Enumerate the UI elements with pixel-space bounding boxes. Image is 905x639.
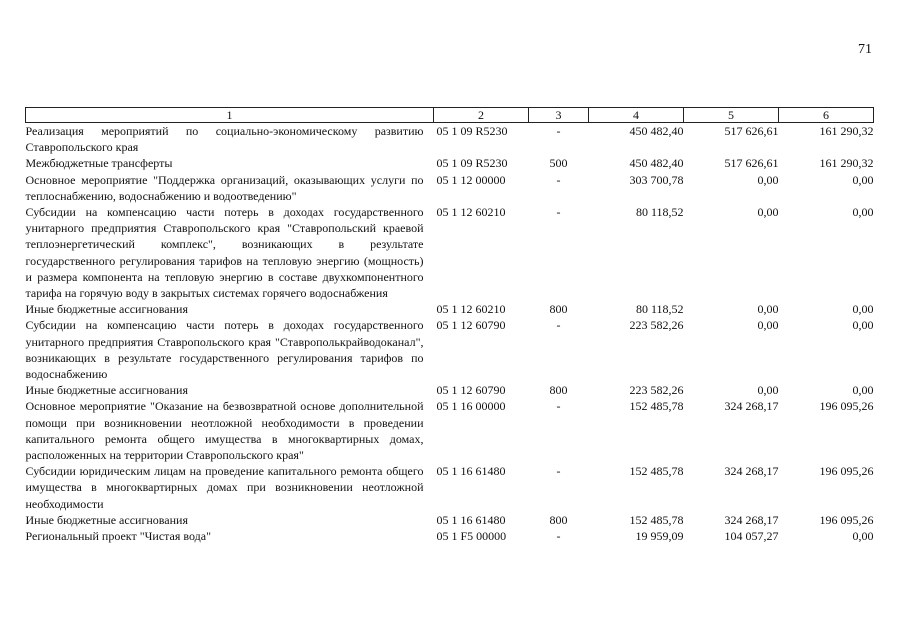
- table-row: [26, 528, 874, 544]
- row-code-cell: 05 1 12 60790: [436, 318, 506, 333]
- column-header: 5: [684, 108, 779, 123]
- row-value-1-cell: 80 118,52: [635, 205, 684, 220]
- row-code-cell: 05 1 16 00000: [436, 399, 506, 414]
- row-name-cell: Основное мероприятие "Поддержка организаций, оказывающих услуги по теплоснабжению, водоснабжению и водоотведению": [25, 172, 424, 203]
- column-header: 6: [779, 108, 874, 123]
- row-code-cell: 05 1 09 R5230: [436, 124, 508, 138]
- row-value-2-cell: 324 268,17: [724, 399, 779, 414]
- row-expense-type-cell: -: [556, 124, 561, 138]
- row-code-cell: 05 1 09 R5230: [436, 156, 508, 171]
- row-value-3-cell: 161 290,32: [819, 124, 874, 138]
- row-value-2-cell: 517 626,61: [724, 156, 779, 171]
- row-expense-type-cell: 800: [549, 383, 568, 398]
- row-value-1-cell: 152 485,78: [629, 512, 684, 527]
- table-row: [26, 512, 874, 528]
- row-value-3-cell: 0,00: [852, 529, 874, 544]
- row-value-1-cell: 223 582,26: [629, 383, 684, 398]
- row-name-cell: Субсидии на компенсацию части потерь в доходах государственного унитарного предприятия Ставропольского края "Ставрополькрайводоканал", возникающих в результате государственного регулирования тарифов по водоснабжению: [25, 318, 424, 382]
- row-value-1-cell: 80 118,52: [635, 302, 684, 317]
- row-code-cell: 05 1 F5 00000: [436, 529, 507, 544]
- row-value-3-cell: 196 095,26: [819, 464, 874, 479]
- table-row: [26, 317, 874, 382]
- row-expense-type-cell: -: [556, 318, 561, 333]
- row-value-2-cell: 0,00: [757, 205, 779, 220]
- row-value-3-cell: 0,00: [852, 383, 874, 398]
- row-value-1-cell: 450 482,40: [629, 124, 684, 138]
- page-number: 71: [858, 42, 872, 57]
- row-value-1-cell: 152 485,78: [629, 464, 684, 479]
- row-value-2-cell: 0,00: [757, 302, 779, 317]
- row-value-2-cell: 517 626,61: [724, 124, 779, 138]
- table-row: [26, 301, 874, 317]
- row-value-2-cell: 0,00: [757, 383, 779, 398]
- row-value-3-cell: 0,00: [852, 172, 874, 187]
- row-name-cell: Реализация мероприятий по социально-экономическому развитию Ставропольского края: [25, 124, 424, 155]
- row-name-cell: Межбюджетные трансферты: [25, 156, 173, 171]
- row-value-1-cell: 19 959,09: [635, 529, 684, 544]
- row-value-1-cell: 450 482,40: [629, 156, 684, 171]
- row-expense-type-cell: -: [556, 205, 561, 220]
- table-row: [26, 463, 874, 512]
- table-row: [26, 123, 874, 156]
- row-value-3-cell: 0,00: [852, 318, 874, 333]
- row-name-cell: Субсидии на компенсацию части потерь в доходах государственного унитарного предприятия Ставропольского края "Ставропольский краевой теплоэнергетический комплекс", возникающих в результате государственного регулирования тарифов на тепловую энергию (мощность) и размера компонента на тепловую энергию в составе двухкомпонентного тарифа на горячую воду в закрытых системах горячего водоснабжения: [25, 205, 424, 301]
- column-header: 4: [589, 108, 684, 123]
- row-name-cell: Основное мероприятие "Оказание на безвозвратной основе дополнительной помощи при возникновении неотложной необходимости в проведении капитального ремонта общего имущества в многоквартирных домах, расположенных на территории Ставропольского края": [25, 399, 424, 463]
- column-header: 2: [434, 108, 529, 123]
- budget-table: [25, 107, 874, 544]
- row-value-2-cell: 324 268,17: [724, 464, 779, 479]
- row-expense-type-cell: -: [556, 464, 561, 479]
- row-value-3-cell: 0,00: [852, 205, 874, 220]
- row-value-3-cell: 0,00: [852, 302, 874, 317]
- row-name-cell: Иные бюджетные ассигнования: [25, 512, 188, 527]
- row-value-2-cell: 324 268,17: [724, 512, 779, 527]
- row-value-3-cell: 196 095,26: [819, 399, 874, 414]
- row-name-cell: Региональный проект "Чистая вода": [25, 529, 211, 544]
- table-row: [26, 204, 874, 301]
- row-value-3-cell: 196 095,26: [819, 512, 874, 527]
- row-code-cell: 05 1 12 60790: [436, 383, 506, 398]
- header-row: [26, 108, 874, 123]
- row-code-cell: 05 1 12 60210: [436, 302, 506, 317]
- row-name-cell: Иные бюджетные ассигнования: [25, 302, 188, 317]
- row-expense-type-cell: -: [556, 529, 561, 544]
- row-value-2-cell: 0,00: [757, 318, 779, 333]
- row-value-1-cell: 303 700,78: [629, 172, 684, 187]
- row-expense-type-cell: 800: [549, 512, 568, 527]
- row-expense-type-cell: -: [556, 399, 561, 414]
- row-code-cell: 05 1 12 00000: [436, 172, 506, 187]
- table-row: [26, 382, 874, 398]
- row-expense-type-cell: -: [556, 172, 561, 187]
- row-code-cell: 05 1 16 61480: [436, 464, 506, 479]
- row-value-2-cell: 104 057,27: [724, 529, 779, 544]
- row-name-cell: Субсидии юридическим лицам на проведение капитального ремонта общего имущества в многоквартирных домах при возникновении неотложной необходимости: [25, 464, 424, 511]
- row-value-2-cell: 0,00: [757, 172, 779, 187]
- row-code-cell: 05 1 16 61480: [436, 512, 506, 527]
- row-code-cell: 05 1 12 60210: [436, 205, 506, 220]
- row-value-1-cell: 223 582,26: [629, 318, 684, 333]
- column-header: 1: [26, 108, 434, 123]
- row-value-1-cell: 152 485,78: [629, 399, 684, 414]
- table-row: [26, 398, 874, 463]
- table-row: [26, 172, 874, 204]
- column-header: 3: [529, 108, 589, 123]
- row-name-cell: Иные бюджетные ассигнования: [25, 383, 188, 398]
- row-value-3-cell: 161 290,32: [819, 156, 874, 171]
- row-expense-type-cell: 800: [549, 302, 568, 317]
- table-row: [26, 155, 874, 171]
- row-expense-type-cell: 500: [549, 156, 568, 171]
